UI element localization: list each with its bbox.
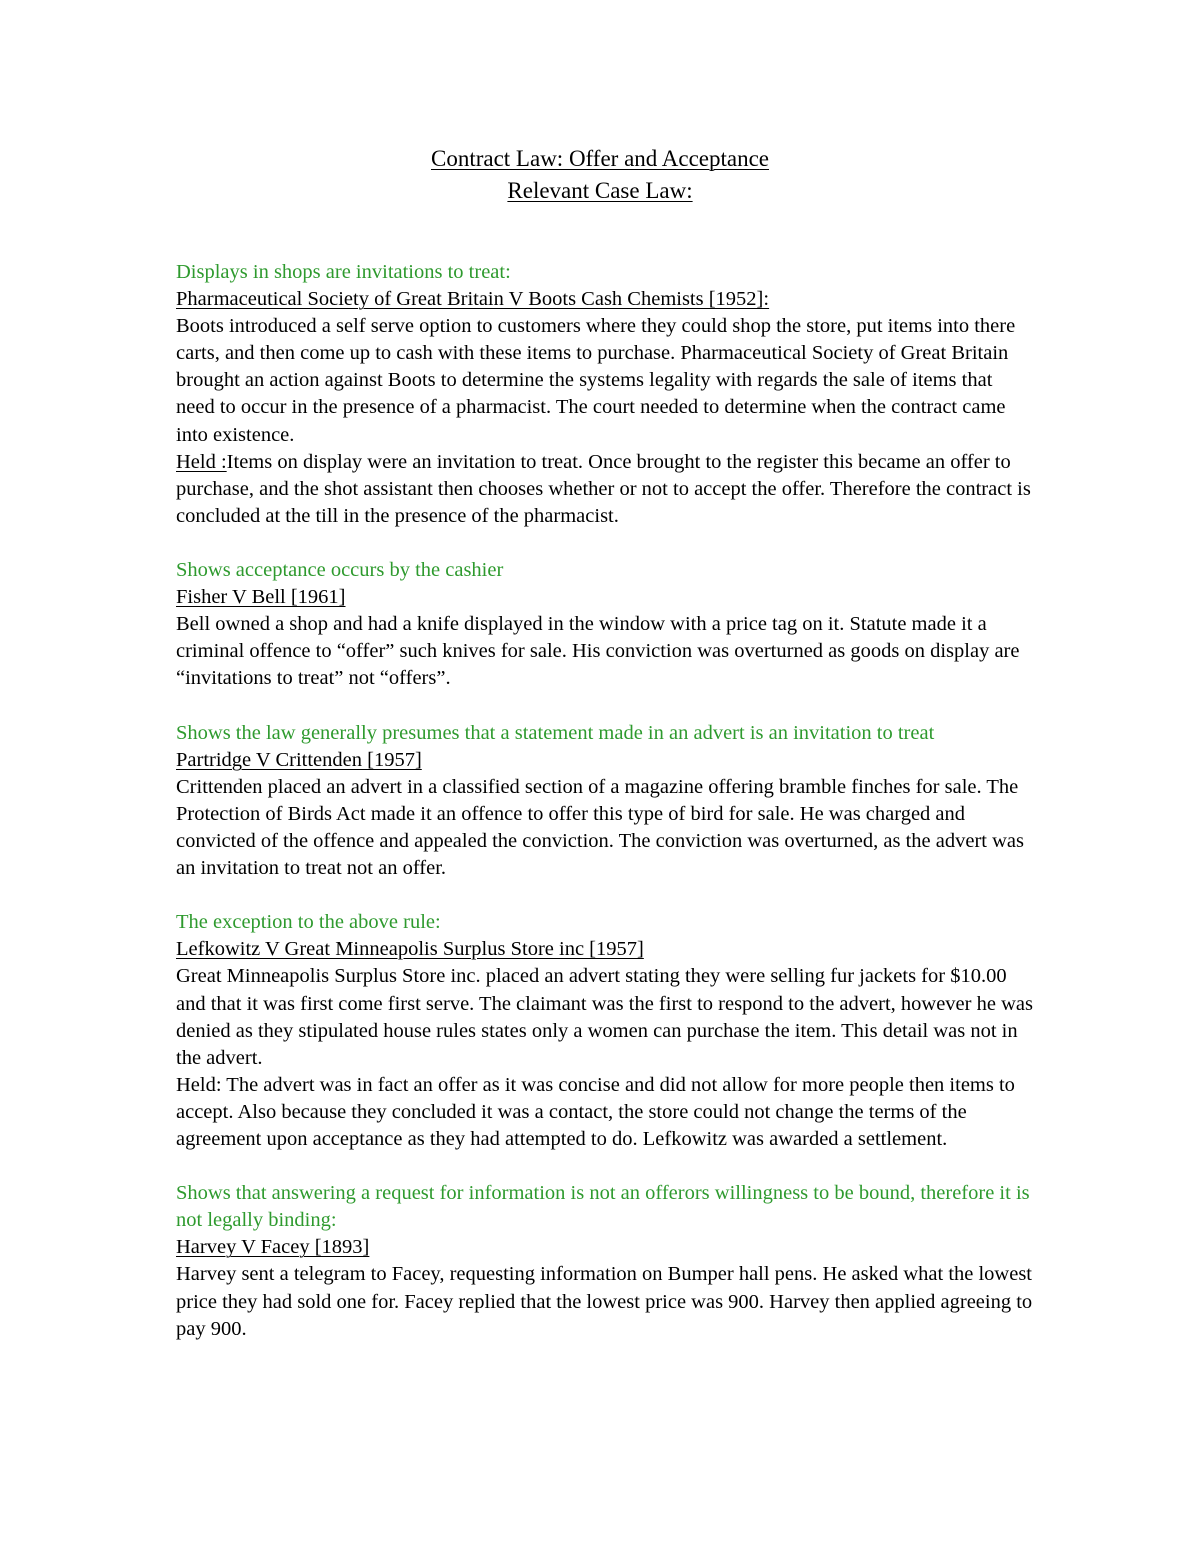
section-heading: Displays in shops are invitations to treat: xyxy=(176,261,511,283)
case-description: Bell owned a shop and had a knife displayed in the window with a price tag on it. Statute made it a criminal offence to “offer” such knives for sale. His conviction was overturned as goods on display are “invitations to treat” not “offers”. xyxy=(176,613,1020,690)
held-paragraph: Held: The advert was in fact an offer as it was concise and did not allow for more people then items to accept. Also because they concluded it was a contact, the store could not change the terms of the agreement upon acceptance as they had attempted to do. Lefkowitz was awarded a settlement. xyxy=(176,1073,1015,1150)
case-section-harvey xyxy=(176,1180,1036,1343)
document-subtitle: Relevant Case Law: xyxy=(507,178,693,203)
case-section-partridge xyxy=(176,720,1036,883)
case-description: Boots introduced a self serve option to customers where they could shop the store, put items into there carts, and then come up to cash with these items to purchase. Pharmaceutical Society of Great Britain brought an action against Boots to determine the systems legality with regards the sale of items that need to occur in the presence of a pharmacist. The court needed to determine when the contract came into existence. xyxy=(176,315,1016,446)
case-description: Great Minneapolis Surplus Store inc. placed an advert stating they were selling fur jackets for $10.00 and that it was first come first serve. The claimant was the first to respond to the advert, however he was denied as they stipulated house rules states only a women can purchase the item. This detail was not in the advert. xyxy=(176,965,1033,1069)
section-heading: The exception to the above rule: xyxy=(176,911,441,934)
section-heading: Shows that answering a request for information is not an offerors willingness to be bound, therefore it is not legally binding: xyxy=(176,1182,1030,1232)
held-text: Items on display were an invitation to treat. Once brought to the register this became an offer to purchase, and the shot assistant then chooses whether or not to accept the offer. Therefore the contract is concluded at the till in the presence of the pharmacist. xyxy=(176,450,1031,527)
document-content xyxy=(176,259,1036,1370)
case-description: Crittenden placed an advert in a classified section of a magazine offering bramble finches for sale. The Protection of Birds Act made it an offence to offer this type of bird for sale. He was charged and convicted of the offence and appealed the conviction. The conviction was overturned, as the advert was an invitation to treat not an offer. xyxy=(176,775,1024,880)
case-name: Partridge V Crittenden [1957] xyxy=(176,748,422,771)
case-name: Pharmaceutical Society of Great Britain V Boots Cash Chemists [1952]: xyxy=(176,288,770,311)
section-heading: Shows the law generally presumes that a statement made in an advert is an invitation to treat xyxy=(176,721,935,744)
document-title: Contract Law: Offer and Acceptance xyxy=(430,146,770,171)
case-description: Harvey sent a telegram to Facey, requesting information on Bumper hall pens. He asked what the lowest price they had sold one for. Facey replied that the lowest price was 900. Harvey then applied agreeing to pay 900. xyxy=(176,1263,1033,1340)
case-name: Harvey V Facey [1893] xyxy=(176,1236,370,1259)
case-section-fisher xyxy=(176,557,1036,692)
section-heading: Shows acceptance occurs by the cashier xyxy=(176,559,504,582)
held-paragraph xyxy=(176,449,1036,530)
case-section-lefkowitz xyxy=(176,909,1036,1153)
held-label: Held : xyxy=(176,450,227,473)
case-name: Fisher V Bell [1961] xyxy=(176,586,346,609)
case-section-boots xyxy=(176,259,1036,530)
case-name: Lefkowitz V Great Minneapolis Surplus Store inc [1957] xyxy=(176,938,644,961)
title-block xyxy=(0,143,1200,207)
